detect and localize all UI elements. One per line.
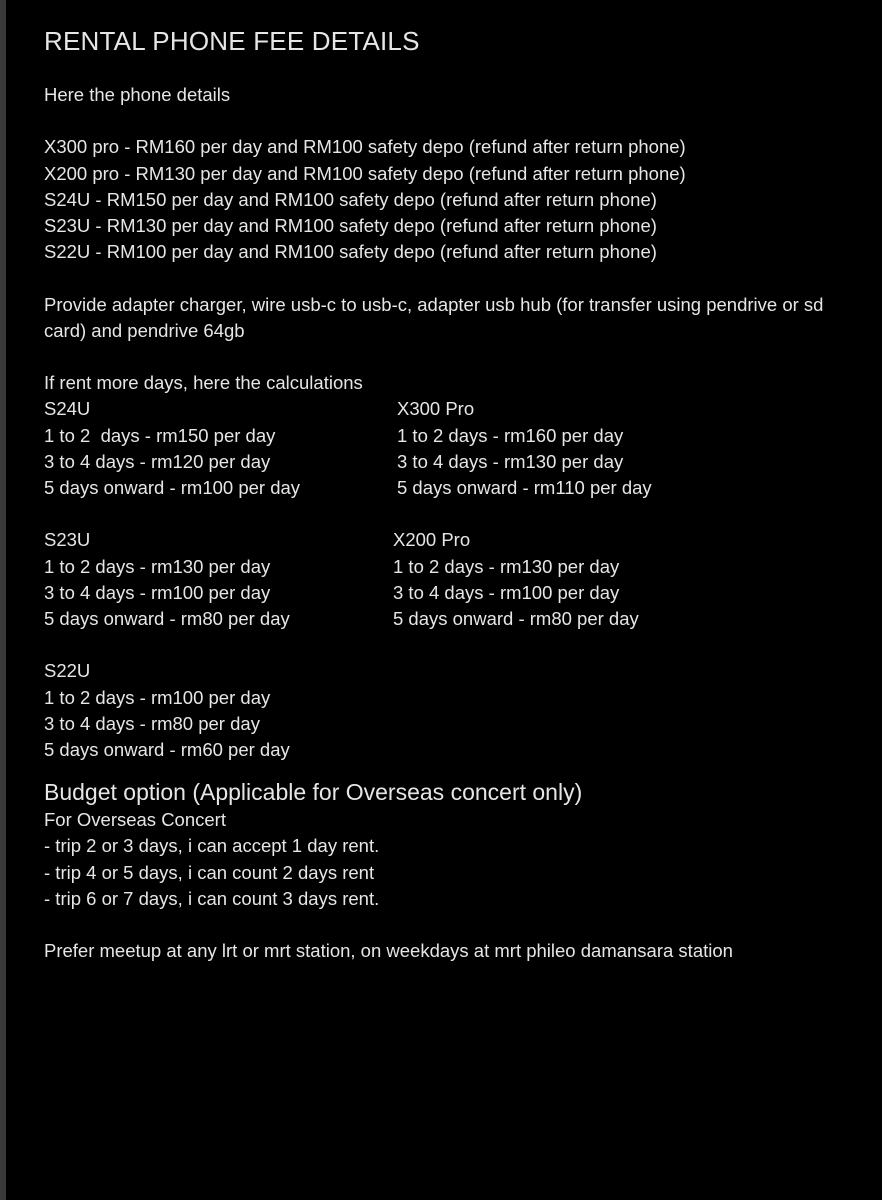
rate-line: 3 to 4 days - rm120 per day [44, 450, 271, 472]
rate-line: 1 to 2 days - rm100 per day [44, 686, 271, 708]
group-name: X300 Pro [397, 398, 475, 420]
group-name: S22U [44, 660, 91, 682]
rate-line: 1 to 2 days - rm130 per day [44, 555, 271, 577]
price-line-x200: X200 pro - RM130 per day and RM100 safety depo (refund after return phone) [44, 162, 686, 184]
rate-line: 5 days onward - rm100 per day [44, 477, 301, 498]
rate-group-x200 [393, 527, 639, 632]
rate-line: 3 to 4 days - rm80 per day [44, 712, 260, 734]
price-line-x300: X300 pro - RM160 per day and RM100 safety depo (refund after return phone) [44, 136, 686, 158]
rate-group-x300 [397, 396, 652, 501]
price-line-s24u: S24U - RM150 per day and RM100 safety depo (refund after return phone) [44, 188, 657, 210]
rate-line: 5 days onward - rm80 per day [393, 607, 639, 629]
rate-line: 1 to 2 days - rm130 per day [393, 555, 620, 577]
rate-line: 1 to 2 days - rm150 per day [44, 424, 276, 446]
rate-line: 3 to 4 days - rm100 per day [393, 581, 620, 603]
rate-line: 3 to 4 days - rm130 per day [397, 450, 624, 472]
budget-line: - trip 6 or 7 days, i can count 3 days rent. [44, 887, 380, 909]
rate-group-s24u [44, 396, 300, 501]
rate-line: 5 days onward - rm60 per day [44, 738, 290, 760]
rate-line: 5 days onward - rm80 per day [44, 607, 290, 629]
group-name: S23U [44, 529, 91, 551]
rate-line: 1 to 2 days - rm160 per day [397, 424, 624, 446]
price-line-s23u: S23U - RM130 per day and RM100 safety depo (refund after return phone) [44, 215, 657, 236]
price-line-s22u: S22U - RM100 per day and RM100 safety depo (refund after return phone) [44, 241, 657, 263]
provided-accessories: Provide adapter charger, wire usb-c to usb-c, adapter usb hub (for transfer using pendrive or sd card) and pendrive 64gb [44, 293, 824, 341]
rate-line: 3 to 4 days - rm100 per day [44, 581, 271, 603]
rate-group-s22u [44, 658, 864, 763]
budget-line: - trip 4 or 5 days, i can count 2 days rent [44, 861, 375, 883]
document-content [44, 24, 864, 964]
group-name: S24U [44, 398, 91, 420]
budget-line: - trip 2 or 3 days, i can accept 1 day rent. [44, 835, 380, 857]
rate-row-1 [44, 396, 864, 501]
rate-group-s23u [44, 527, 290, 632]
rate-line: 5 days onward - rm110 per day [397, 477, 652, 498]
budget-subheading: For Overseas Concert [44, 809, 226, 831]
budget-heading: Budget option (Applicable for Overseas concert only) [44, 779, 583, 806]
group-name: X200 Pro [393, 529, 471, 551]
rate-row-2 [44, 527, 864, 632]
price-list [44, 134, 864, 265]
page-title: RENTAL PHONE FEE DETAILS [44, 26, 420, 56]
calculation-intro: If rent more days, here the calculations [44, 372, 363, 394]
intro-text: Here the phone details [44, 84, 231, 105]
meetup-note: Prefer meetup at any lrt or mrt station, on weekdays at mrt phileo damansara station [44, 940, 733, 962]
